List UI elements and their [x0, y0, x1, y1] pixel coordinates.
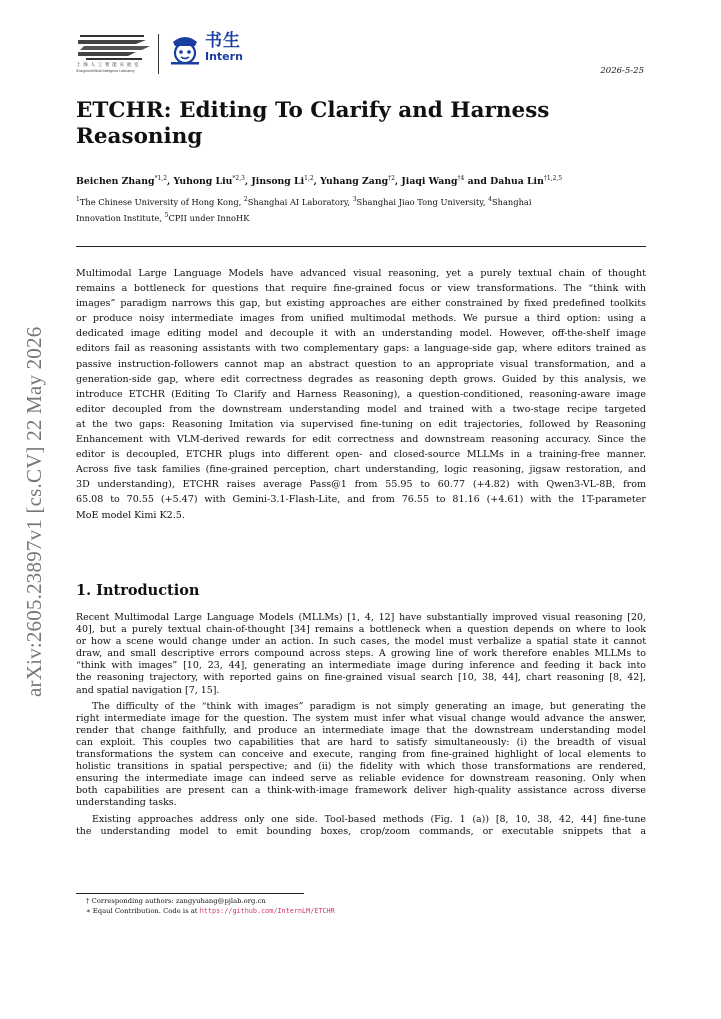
- title-line-2: Reasoning: [76, 124, 203, 149]
- body-line: 40], but a purely textual chain-of-thought [34] remains a bottleneck when a question depends on where to look: [76, 624, 646, 636]
- section-heading-introduction: 1. Introduction: [76, 582, 200, 599]
- author-affil-mark: *2,3: [232, 175, 245, 182]
- author-affil-mark: †1,2,5: [543, 175, 563, 182]
- footnote-corresponding: † Corresponding authors: zangyuhang@pjlab.org.cn: [86, 897, 266, 905]
- intern-english-name: Intern: [205, 50, 243, 63]
- affiliation: CPII under InnoHK: [168, 212, 250, 223]
- intern-chinese-name: 书生: [205, 31, 241, 51]
- body-line: render that change faithfully, and produce an intermediate image that the downstream understanding model: [76, 724, 646, 736]
- body-line: understanding tasks.: [76, 797, 177, 809]
- affiliation: The Chinese University of Hong Kong,: [79, 197, 244, 207]
- intern-mascot-icon: [167, 32, 203, 66]
- abstract-line: editor is decoupled, ETCHR plugs into different open- and closed-source MLLMs in a training-free manner.: [76, 449, 646, 461]
- affiliation: Shanghai Jiao Tong University,: [356, 197, 489, 207]
- author-name: Dahua Lin: [490, 176, 544, 187]
- title-line-1: ETCHR: Editing To Clarify and Harness: [76, 98, 550, 123]
- affiliation: Shanghai: [491, 197, 532, 207]
- author-affil-mark: †2: [388, 175, 395, 182]
- abstract-line: Enhancement with VLM-derived rewards for edit correctness and downstream reasoning accuracy. Since the: [76, 434, 646, 446]
- shlab-english-name: Shanghai Artificial Intelligence Laboratory: [76, 69, 135, 73]
- author-list: Beichen Zhang$^{*1,2}$, Yuhong Liu$^{*2,3}$, Jinsong Li$^{1,2}$, Yuhang Zang$^{\dagger 2}$, Jiaqi Wang$^{\dagger 4}$ and Dahua Lin$^{\dagger 1,2,5}$: [76, 175, 563, 187]
- abstract-line: images” paradigm narrows this gap, but existing approaches are either constrained by fixed predefined toolkits: [76, 298, 646, 310]
- footnotes: [86, 896, 335, 916]
- shanghai-ai-lab-logo: [76, 32, 152, 78]
- author-name: Yuhang Zang: [320, 176, 389, 187]
- paper-title: [76, 98, 636, 150]
- body-line: the reasoning trajectory, with reported gains on fine-grained visual search [10, 38, 44], chart reasoning [8, 42],: [76, 672, 646, 684]
- abstract-line: dedicated image editing model and decouple it with an understanding model. However, off-the-shelf image: [76, 328, 646, 340]
- body-line: “think with images” [10, 23, 44], generating an intermediate image during inference and feeding it back into: [76, 660, 646, 672]
- abstract-line: or produce noisy intermediate images from unified multimodal methods. We pursue a third option: using a: [76, 313, 646, 325]
- abstract-line: MoE model Kimi K2.5.: [76, 509, 185, 521]
- body-line: holistic transitions in spatial perspective; and (ii) the fidelity with which those transformations are rendered,: [76, 761, 646, 773]
- abstract-line: generation-side gap, where edit correctness degrades as reasoning depth grows. Guided by this analysis, we: [76, 373, 646, 385]
- author-name: Jinsong Li: [251, 176, 305, 187]
- body-line: The difficulty of the “think with images” paradigm is not simply generating an image, but generating the: [92, 700, 646, 712]
- body-line: can exploit. This couples two capabilities that are hard to satisfy simultaneously: (i) the breadth of visual: [76, 736, 646, 748]
- introduction-body: [76, 612, 646, 838]
- abstract-line: remains a bottleneck for questions that require fine-grained focus or view transformations. The “think with: [76, 283, 646, 295]
- abstract: [76, 266, 646, 523]
- body-line: Recent Multimodal Large Language Models (MLLMs) [1, 4, 12] have substantially improved visual reasoning [20,: [76, 612, 646, 623]
- affiliation: Innovation Institute,: [76, 212, 165, 223]
- author-name: Jiaqi Wang: [401, 176, 458, 187]
- footnote-rule: [76, 893, 304, 894]
- body-line: or how a scene would change under an action. In such cases, the model must verbalize a spatial state it cannot: [76, 636, 646, 648]
- shlab-emblem-icon: [76, 32, 152, 62]
- abstract-rule: [76, 246, 646, 247]
- abstract-line: Across five task families (fine-grained perception, chart understanding, logic reasoning, jigsaw restoration, and: [76, 464, 646, 476]
- arxiv-side-stamp: arXiv:2605.23897v1 [cs.CV] 22 May 2026: [22, 326, 46, 697]
- body-line: right intermediate image for the question. The system must infer what visual change would advance the answer,: [76, 712, 646, 724]
- abstract-line: 65.08 to 70.55 (+5.47) with Gemini-3.1-Flash-Lite, and from 76.55 to 81.16 (+4.61) with the 1T-parameter: [76, 494, 646, 506]
- abstract-line: passive instruction-followers cannot map an abstract question to an appropriate visual transformation, and a: [76, 358, 646, 370]
- abstract-line: editors fail as reasoning assistants with two complementary gaps: a language-side gap, where editors trained as: [76, 343, 646, 355]
- abstract-line: editor decoupled from the downstream understanding model and trained with a two-stage recipe targeted: [76, 403, 646, 415]
- paper-date: 2026-5-25: [600, 66, 644, 76]
- intern-logo: [167, 32, 243, 66]
- abstract-line: Multimodal Large Language Models have advanced visual reasoning, yet a purely textual chain of thought: [76, 268, 646, 279]
- footnote-equal-contribution: ∗ Eqaul Contribution. Code is at https://github.com/InternLM/ETCHR: [86, 907, 335, 915]
- logo-divider: [158, 34, 159, 74]
- header-logos: [76, 32, 243, 78]
- abstract-line: introduce ETCHR (Editing To Clarify and Harness Reasoning), a question-conditioned, reasoning-aware image: [76, 388, 646, 400]
- body-line: the understanding model to emit bounding boxes, crop/zoom commands, or executable snippets that a: [76, 825, 646, 837]
- author-affil-mark: 1,2: [304, 175, 314, 182]
- body-line: transformations the system can conceive and execute, ranging from fine-grained highlight of local elements to: [76, 749, 646, 761]
- body-line: ensuring the intermediate image can indeed serve as reliable evidence for downstream reasoning. Only when: [76, 773, 646, 785]
- author-name: Beichen Zhang: [76, 176, 155, 187]
- author-affil-mark: *1,2: [154, 175, 168, 182]
- affiliation: Shanghai AI Laboratory,: [247, 197, 353, 207]
- body-line: Existing approaches address only one side. Tool-based methods (Fig. 1 (a)) [8, 10, 38, 42, 44] fine-tune: [92, 813, 646, 825]
- body-line: draw, and small descriptive errors compound across steps. A growing line of work therefore enables MLLMs to: [76, 648, 646, 660]
- affiliations: $^1$The Chinese University of Hong Kong, $^2$Shanghai AI Laboratory, $^3$Shanghai Jiao Tong University, $^4$Shanghai Innovation Institute, $^5$CPII under InnoHK: [76, 196, 532, 223]
- shlab-chinese-name: 上 海 人 工 智 能 实 验 室: [76, 63, 140, 68]
- author-affil-mark: †4: [457, 175, 465, 182]
- abstract-line: at the two gaps: Reasoning Imitation via supervised fine-tuning on edit trajectories, followed by Reasoning: [76, 418, 646, 430]
- body-line: both capabilities are present can a think-with-image framework deliver high-quality assistance across diverse: [76, 785, 646, 797]
- code-repo-link[interactable]: https://github.com/InternLM/ETCHR: [199, 907, 335, 915]
- author-name: Yuhong Liu: [173, 176, 233, 187]
- body-line: and spatial navigation [7, 15].: [76, 684, 220, 696]
- abstract-line: 3D understanding), ETCHR raises average Pass@1 from 55.95 to 60.77 (+4.82) with Qwen3-VL-8B, from: [76, 479, 646, 491]
